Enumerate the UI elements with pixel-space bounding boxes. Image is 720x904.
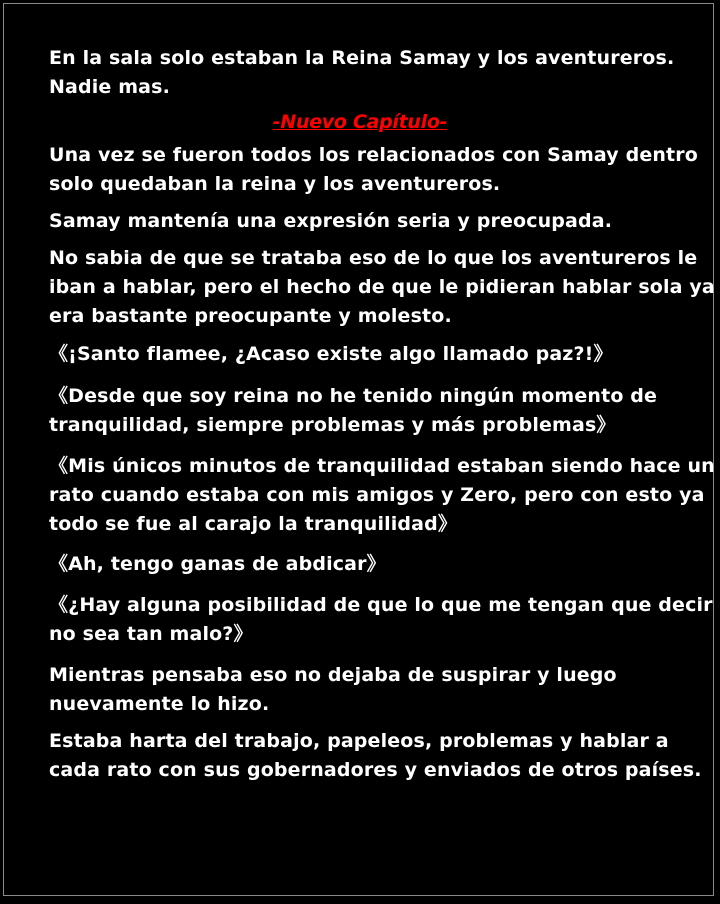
text-line: iban a hablar, pero el hecho de que le pidieran hablar sola ya: [49, 276, 715, 298]
paragraph: [49, 244, 715, 331]
story-text: [49, 44, 715, 794]
text-line: 《Desde que soy reina no he tenido ningún momento de: [49, 385, 658, 407]
text-line: 《¡Santo flamee, ¿Acaso existe algo llamado paz?!》: [49, 343, 613, 365]
text-line: nuevamente lo hizo.: [49, 693, 270, 715]
text-line: En la sala solo estaban la Reina Samay y los aventureros.: [49, 47, 675, 69]
thought-paragraph: [49, 382, 689, 440]
text-line: 《Ah, tengo ganas de abdicar》: [49, 553, 386, 575]
text-line: Mientras pensaba eso no dejaba de suspirar y luego: [49, 664, 617, 686]
text-line: todo se fue al carajo la tranquilidad》: [49, 513, 458, 535]
paragraph: [49, 44, 689, 102]
text-line: 《Mis únicos minutos de tranquilidad estaban siendo hace un: [49, 455, 715, 477]
paragraph: [49, 661, 689, 719]
text-line: Nadie mas.: [49, 76, 170, 98]
page-frame: [3, 3, 714, 896]
text-line: no sea tan malo?》: [49, 623, 253, 645]
paragraph: [49, 727, 702, 785]
text-line: 《¿Hay alguna posibilidad de que lo que me tengan que decir: [49, 594, 713, 616]
paragraph: [49, 141, 699, 199]
text-line: tranquilidad, siempre problemas y más problemas》: [49, 414, 616, 436]
text-line: Estaba harta del trabajo, papeleos, problemas y hablar a: [49, 730, 669, 752]
text-line: rato cuando estaba con mis amigos y Zero, pero con esto ya: [49, 484, 705, 506]
text-line: Una vez se fueron todos los relacionados con Samay dentro: [49, 144, 699, 166]
thought-paragraph: [49, 591, 713, 649]
paragraph: [49, 207, 689, 236]
thought-paragraph: [49, 550, 689, 579]
text-line: solo quedaban la reina y los aventureros.: [49, 173, 501, 195]
thought-paragraph: [49, 340, 689, 369]
chapter-heading: -Nuevo Capítulo-: [272, 111, 448, 133]
text-line: cada rato con sus gobernadores y enviados de otros países.: [49, 759, 702, 781]
text-line: No sabia de que se trataba eso de lo que los aventureros le: [49, 247, 698, 269]
text-line: Samay mantenía una expresión seria y preocupada.: [49, 210, 613, 232]
thought-paragraph: [49, 452, 715, 539]
text-line: era bastante preocupante y molesto.: [49, 305, 452, 327]
